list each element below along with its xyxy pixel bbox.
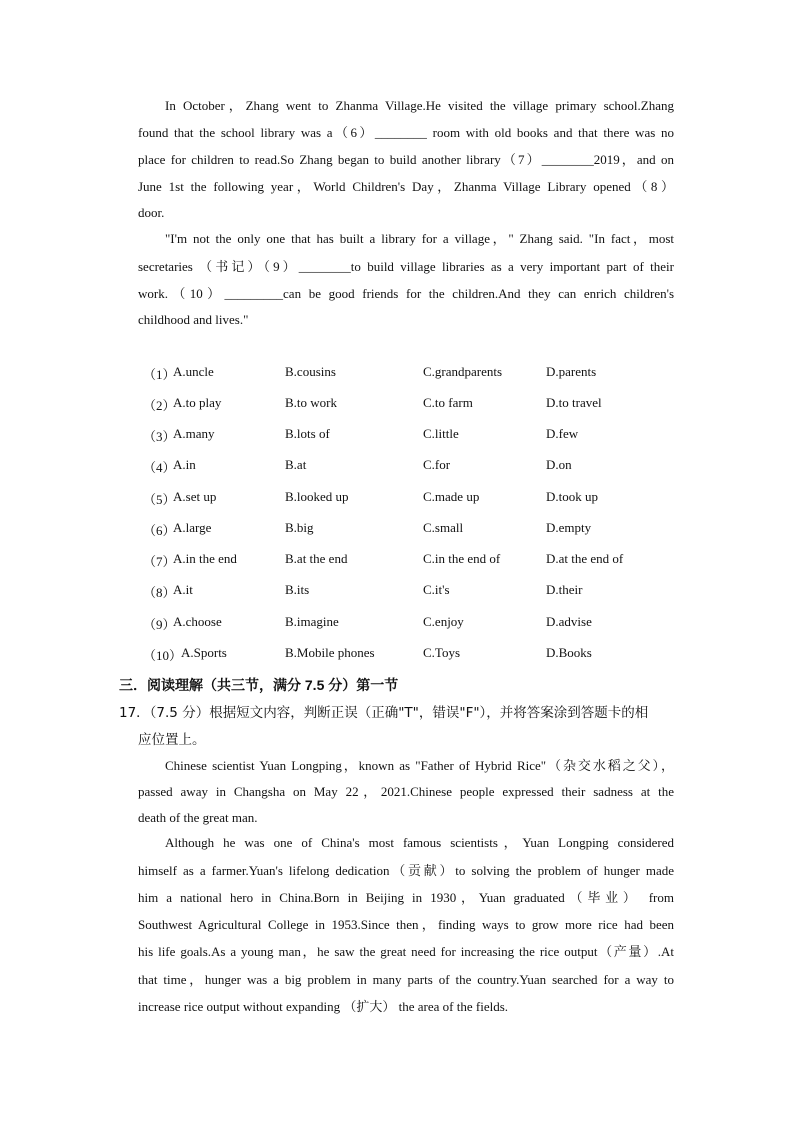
option-c: C.made up: [423, 489, 480, 504]
question-17-line2: 应位置上。: [138, 732, 206, 748]
option-b: B.at the end: [285, 551, 348, 566]
option-b: B.imagine: [285, 614, 339, 629]
passage1-para1-line5: door.: [138, 205, 165, 220]
option-c: C.little: [423, 426, 459, 441]
passage2-para2-line6: that time，hunger was a big problem in many parts of the country.Yuan searched for a way to: [138, 972, 674, 987]
option-number: （9）: [143, 617, 176, 632]
question-17-line1: 17．（7.5 分）根据短文内容，判断正误（正确"T"，错误"F"），并将答案涂到答题卡的相: [119, 705, 649, 721]
option-a: A.to play: [173, 395, 222, 410]
option-d: D.few: [546, 426, 579, 441]
option-c: C.small: [423, 520, 464, 535]
option-a: A.in: [173, 457, 196, 472]
passage2-para2-line2: himself as a farmer.Yuan's lifelong dedication（贡献）to solving the problem of hunger made: [138, 863, 674, 878]
option-a: A.large: [173, 520, 212, 535]
option-b: B.looked up: [285, 489, 349, 504]
option-c: C.Toys: [423, 645, 461, 660]
passage2-para2-line4: Southwest Agricultural College in 1953.Since then，finding ways to grow more rice had been: [138, 917, 674, 932]
passage2-para1-line2: passed away in Changsha on May 22，2021.Chinese people expressed their sadness at the: [138, 784, 674, 799]
option-b: B.big: [285, 520, 314, 535]
passage2-para1-line3: death of the great man.: [138, 810, 258, 825]
option-b: B.to work: [285, 395, 337, 410]
passage2-para2-line3: him a national hero in China.Born in Beijing in 1930，Yuan graduated（毕业） from: [138, 890, 674, 905]
passage1-para2-line1: "I'm not the only one that has built a library for a village，" Zhang said. "In fact，most: [165, 231, 674, 246]
passage2-para2-line5: his life goals.As a young man，he saw the great need for increasing the rice output（产量）.At: [138, 944, 674, 959]
option-d: D.at the end of: [546, 551, 624, 566]
option-c: C.it's: [423, 582, 450, 597]
option-d: D.advise: [546, 614, 592, 629]
option-number: （6）: [143, 523, 176, 538]
option-c: C.enjoy: [423, 614, 464, 629]
option-a: A.in the end: [173, 551, 237, 566]
option-b: B.lots of: [285, 426, 330, 441]
passage1-para1-line4: June 1st the following year，World Children's Day，Zhanma Village Library opened（8）: [138, 179, 674, 194]
option-number: （5）: [143, 492, 176, 507]
option-c: C.in the end of: [423, 551, 501, 566]
option-number: （8）: [143, 585, 176, 600]
option-d: D.parents: [546, 364, 597, 379]
option-d: D.on: [546, 457, 572, 472]
option-a: A.many: [173, 426, 215, 441]
option-number: （2）: [143, 398, 176, 413]
option-d: D.to travel: [546, 395, 602, 410]
option-c: C.to farm: [423, 395, 473, 410]
passage1-para2-line2: secretaries （书记）（9）________to build village libraries as a very important part of their: [138, 259, 674, 274]
passage1-para1-line3: place for children to read.So Zhang began to build another library（7）________2019，and on: [138, 152, 674, 167]
option-c: C.for: [423, 457, 451, 472]
section-heading: 三．阅读理解（共三节，满分 7.5 分）第一节: [119, 677, 399, 693]
option-a: A.set up: [173, 489, 217, 504]
passage1-para1-line2: found that the school library was a（6）________ room with old books and that there was no: [138, 125, 674, 140]
option-a: A.choose: [173, 614, 222, 629]
passage1-para1-line1: In October，Zhang went to Zhanma Village.He visited the village primary school.Zhang: [165, 98, 674, 113]
option-d: D.Books: [546, 645, 592, 660]
passage1-para2-line3: work.（10）_________can be good friends for the children.And they can enrich children's: [138, 286, 674, 301]
option-b: B.cousins: [285, 364, 336, 379]
passage2-para2-line7: increase rice output without expanding （扩大） the area of the fields.: [138, 999, 509, 1014]
option-number: （4）: [143, 460, 176, 475]
option-a: A.uncle: [173, 364, 214, 379]
option-a: A.Sports: [181, 645, 227, 660]
option-b: B.Mobile phones: [285, 645, 375, 660]
option-number: （10）: [143, 648, 183, 663]
option-d: D.took up: [546, 489, 598, 504]
option-b: B.its: [285, 582, 310, 597]
option-number: （3）: [143, 429, 176, 444]
option-b: B.at: [285, 457, 307, 472]
option-a: A.it: [173, 582, 193, 597]
option-c: C.grandparents: [423, 364, 503, 379]
option-d: D.their: [546, 582, 583, 597]
option-number: （1）: [143, 367, 176, 382]
passage2-para2-line1: Although he was one of China's most famous scientists，Yuan Longping considered: [165, 835, 674, 850]
passage2-para1-line1: Chinese scientist Yuan Longping，known as "Father of Hybrid Rice"（杂交水稻之父），: [165, 758, 674, 773]
option-number: （7）: [143, 554, 176, 569]
option-d: D.empty: [546, 520, 592, 535]
passage1-para2-line4: childhood and lives.": [138, 312, 249, 327]
